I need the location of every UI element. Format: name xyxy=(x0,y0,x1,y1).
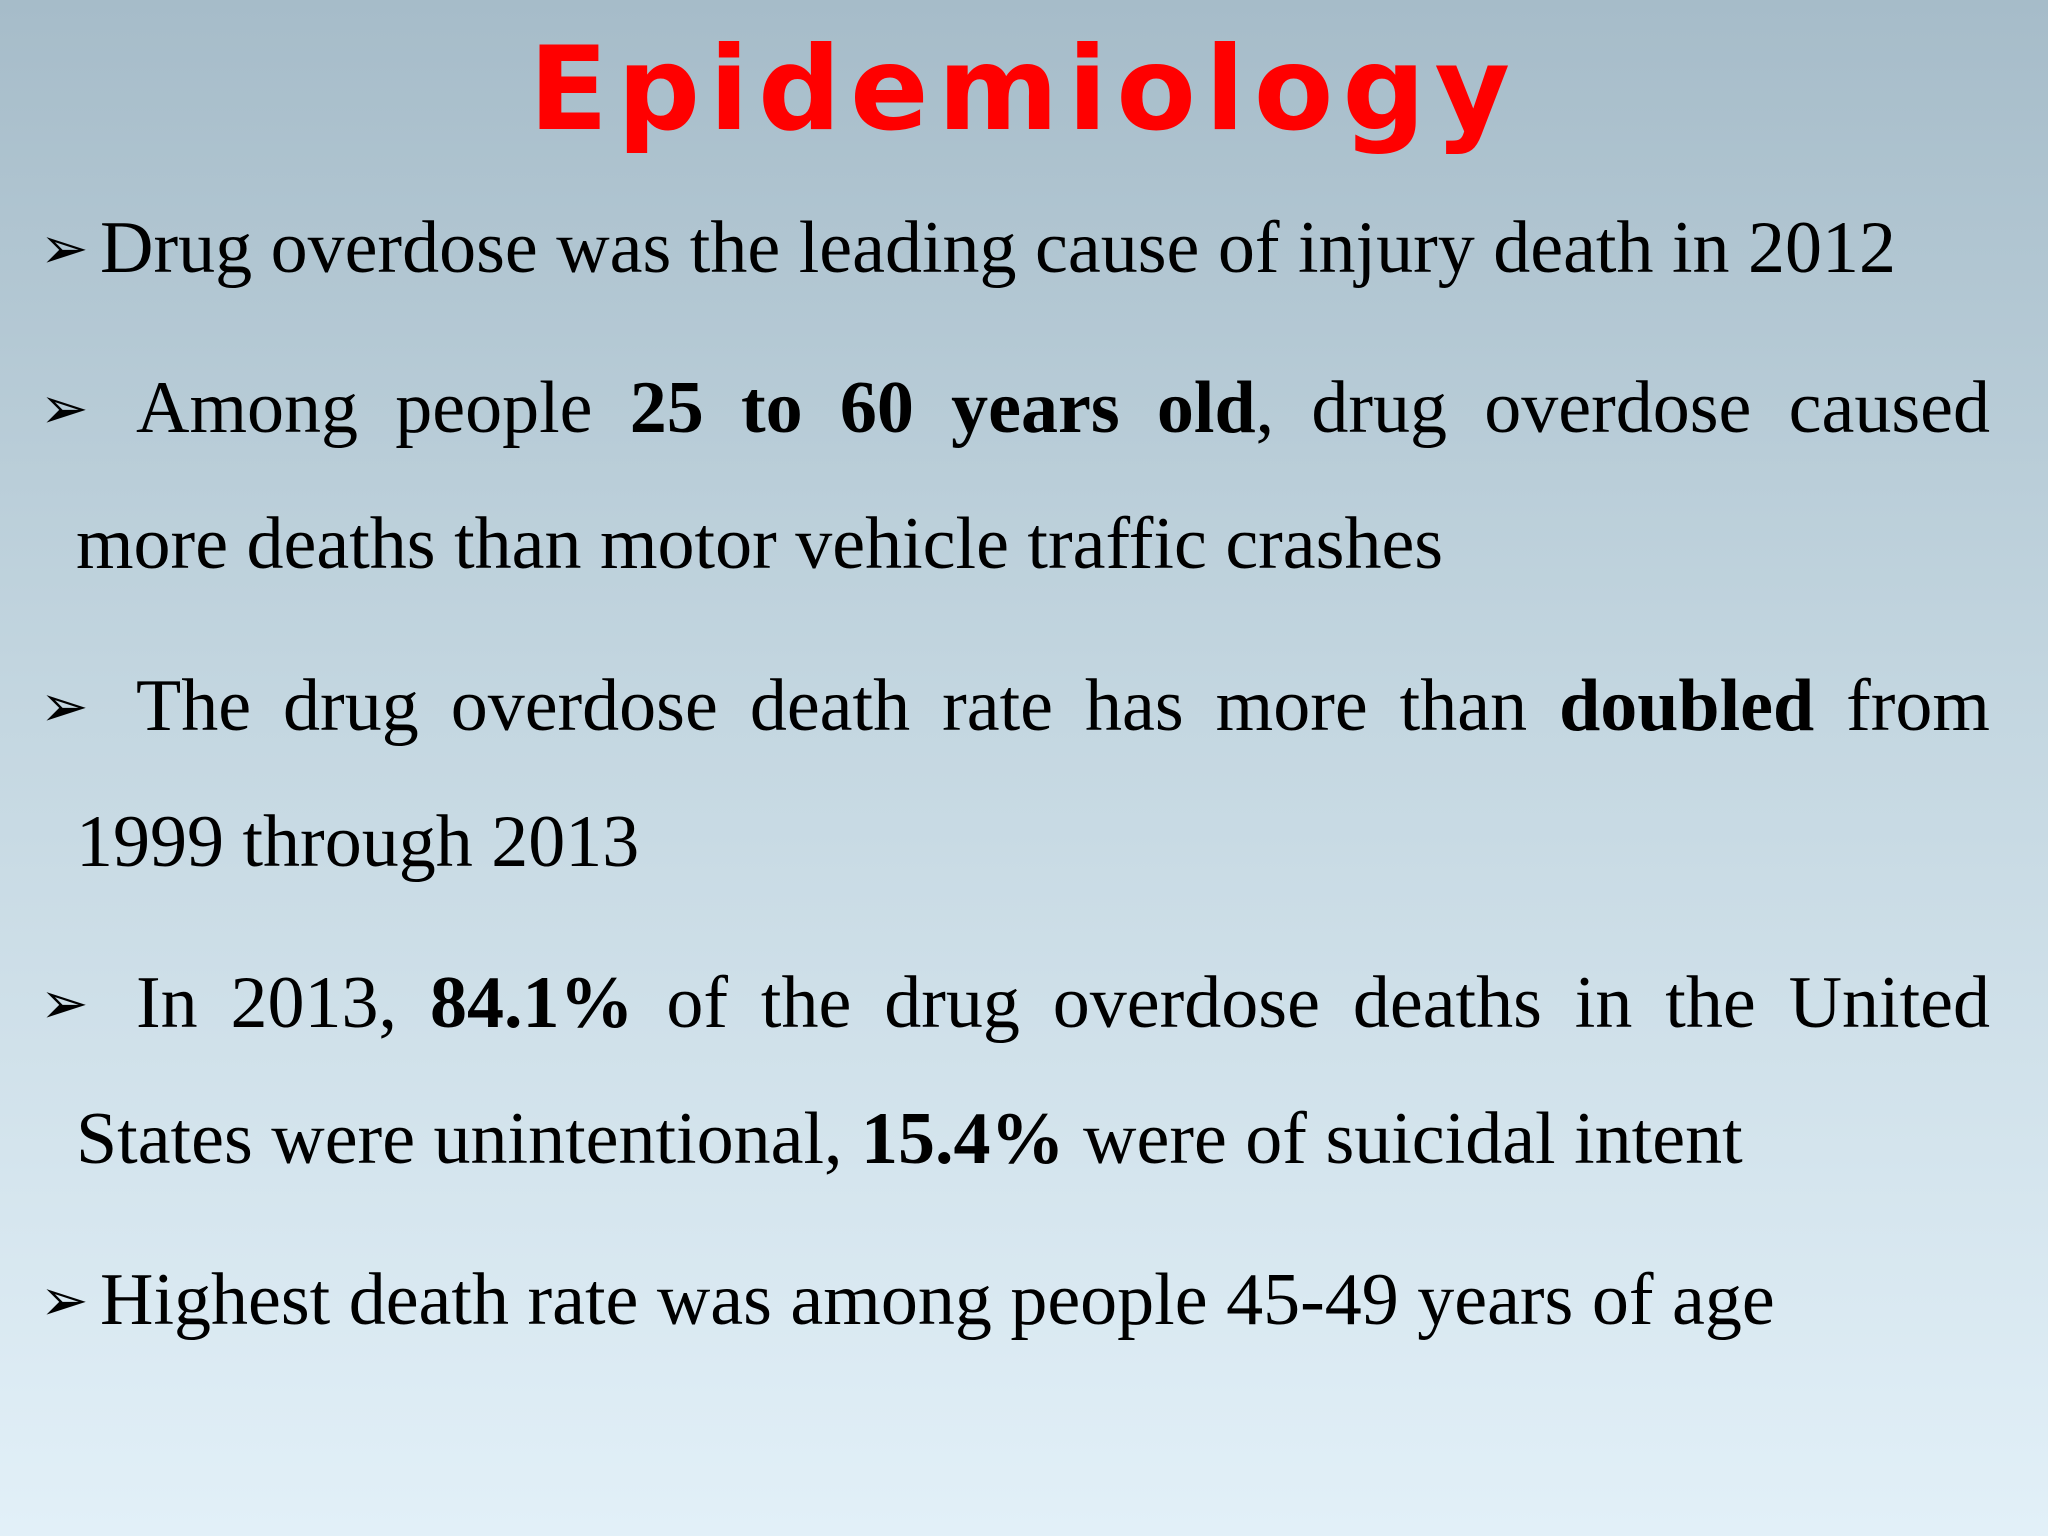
bullet-item xyxy=(40,1232,1990,1368)
bullet-text: Highest death rate was among people 45-49 years of age xyxy=(100,1259,1775,1341)
bullet-text: Drug overdose was the leading cause of injury death in 2012 xyxy=(100,207,1897,289)
bullet-emphasis: 25 to 60 years old xyxy=(629,367,1256,449)
arrow-bullet-icon: ➢ xyxy=(40,374,89,442)
slide-title: Epidemiology xyxy=(528,22,1520,157)
bullet-item xyxy=(40,935,1990,1207)
bullet-text: In 2013, 84.1% of the drug overdose deaths in the United States were unintentional, 15.4% were of suicidal intent xyxy=(76,962,1990,1180)
bullet-item xyxy=(40,180,1990,316)
bullet-item xyxy=(40,340,1990,612)
bullet-emphasis: 84.1% xyxy=(429,962,634,1044)
bullet-text: The drug overdose death rate has more than doubled from 1999 through 2013 xyxy=(76,665,1990,883)
arrow-bullet-icon: ➢ xyxy=(40,672,89,740)
bullet-item xyxy=(40,638,1990,910)
bullet-emphasis: doubled xyxy=(1559,665,1815,747)
bullet-emphasis: 15.4% xyxy=(861,1098,1065,1180)
bullet-text: Among people 25 to 60 years old, drug overdose caused more deaths than motor vehicle traffic crashes xyxy=(76,367,1990,585)
arrow-bullet-icon: ➢ xyxy=(40,1266,89,1334)
arrow-bullet-icon: ➢ xyxy=(40,214,89,282)
arrow-bullet-icon: ➢ xyxy=(40,969,89,1037)
